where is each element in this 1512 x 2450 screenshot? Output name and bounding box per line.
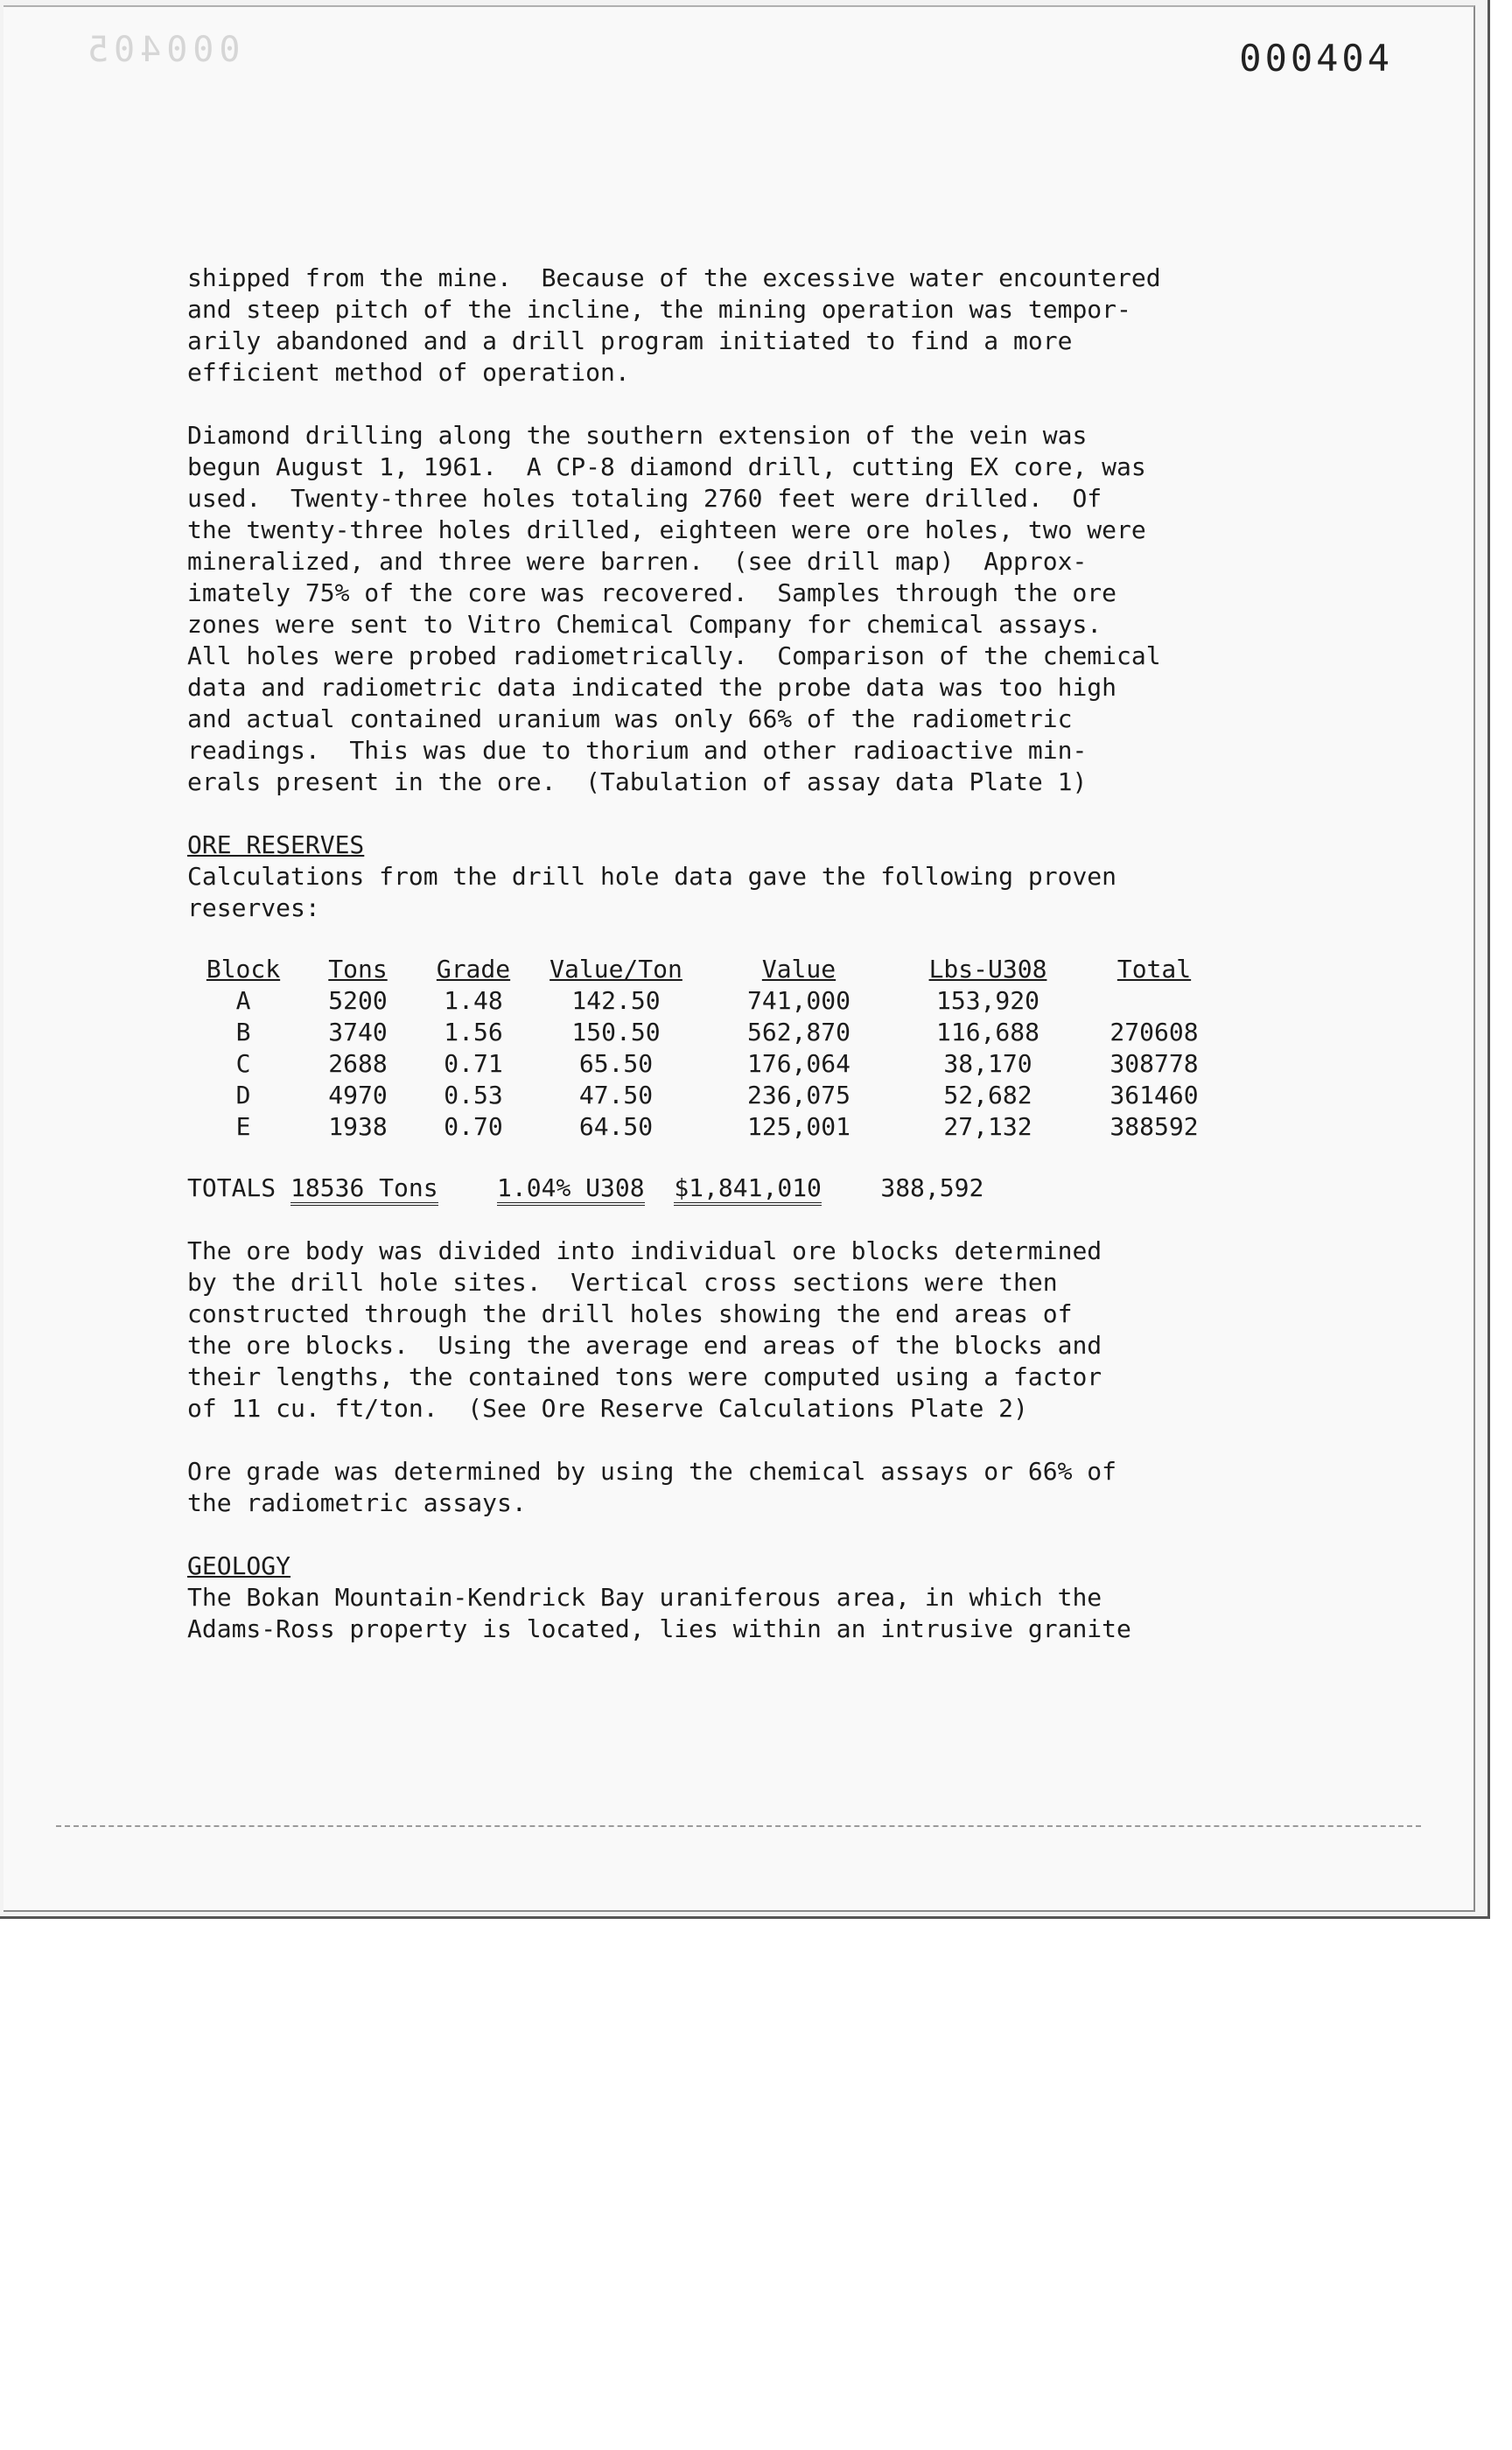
column-header-value: Value	[761, 955, 836, 984]
text-line: begun August 1, 1961. A CP-8 diamond drill, cutting EX core, was	[187, 452, 1146, 481]
cell-tons: 1938	[328, 1112, 388, 1141]
page-number: 000404	[1239, 37, 1393, 80]
cell-value: 176,064	[746, 1049, 850, 1078]
text-line: the radiometric assays.	[187, 1488, 527, 1517]
cell-grade: 0.53	[444, 1081, 503, 1110]
table-row	[187, 1111, 1228, 1143]
text-line: Ore grade was determined by using the chemical assays or 66% of	[187, 1457, 1117, 1486]
geology-section	[187, 1550, 1316, 1645]
paragraph-shipping	[187, 262, 1316, 388]
text-line: and steep pitch of the incline, the mining operation was tempor-	[187, 295, 1131, 324]
text-line: efficient method of operation.	[187, 358, 630, 387]
totals-label: TOTALS	[187, 1173, 276, 1202]
totals-line	[187, 1172, 1316, 1204]
cell-block: E	[235, 1112, 251, 1141]
cell-lbs: 52,682	[943, 1081, 1032, 1110]
text-line: by the drill hole sites. Vertical cross sections were then	[187, 1268, 1058, 1297]
cell-value-per-ton: 64.50	[578, 1112, 654, 1141]
text-line: used. Twenty-three holes totaling 2760 feet were drilled. Of	[187, 484, 1102, 513]
ore-reserves-section	[187, 830, 1316, 1204]
cell-value: 562,870	[746, 1018, 850, 1046]
cell-block: A	[235, 986, 251, 1015]
text-line: and actual contained uranium was only 66% of the radiometric	[187, 704, 1073, 733]
column-header-block: Block	[206, 955, 281, 984]
document-page	[4, 5, 1475, 1912]
text-line: constructed through the drill holes showing the end areas of	[187, 1299, 1073, 1328]
section-heading-ore-reserves: ORE RESERVES	[187, 830, 365, 859]
cell-total: 388592	[1110, 1112, 1199, 1141]
bleed-through-number: 000405	[82, 30, 241, 70]
cell-lbs: 27,132	[943, 1112, 1032, 1141]
cell-total: 308778	[1110, 1049, 1199, 1078]
reserves-table	[187, 954, 1228, 1143]
cell-value-per-ton: 150.50	[571, 1018, 661, 1046]
paragraph-ore-body	[187, 1236, 1316, 1424]
column-header-value-per-ton: Value/Ton	[550, 955, 682, 984]
cell-total: 361460	[1110, 1081, 1199, 1110]
column-header-tons: Tons	[328, 955, 388, 984]
paragraph-drilling	[187, 420, 1316, 798]
section-heading-geology: GEOLOGY	[187, 1551, 291, 1580]
cell-total	[1080, 985, 1228, 1017]
text-line: zones were sent to Vitro Chemical Company for chemical assays.	[187, 610, 1102, 639]
text-line: arily abandoned and a drill program initiated to find a more	[187, 326, 1073, 355]
totals-lbs: 388,592	[880, 1173, 984, 1202]
text-line: Diamond drilling along the southern extension of the vein was	[187, 421, 1088, 450]
text-line: erals present in the ore. (Tabulation of assay data Plate 1)	[187, 767, 1088, 796]
cell-grade: 0.70	[444, 1112, 503, 1141]
text-line: Calculations from the drill hole data gave the following proven	[187, 862, 1117, 891]
totals-grade: 1.04% U308	[497, 1173, 645, 1206]
text-line: reserves:	[187, 893, 320, 922]
totals-value: $1,841,010	[674, 1173, 822, 1206]
cell-value: 236,075	[746, 1081, 850, 1110]
table-row	[187, 1080, 1228, 1111]
cell-lbs: 153,920	[935, 986, 1040, 1015]
cell-grade: 1.56	[444, 1018, 503, 1046]
text-line: data and radiometric data indicated the probe data was too high	[187, 673, 1117, 702]
cell-value: 741,000	[746, 986, 850, 1015]
text-line: their lengths, the contained tons were computed using a factor	[187, 1362, 1102, 1391]
cell-tons: 5200	[328, 986, 388, 1015]
cell-block: D	[235, 1081, 251, 1110]
text-line: the twenty-three holes drilled, eighteen were ore holes, two were	[187, 515, 1146, 544]
table-header-row	[187, 954, 1228, 985]
cell-value-per-ton: 47.50	[578, 1081, 654, 1110]
text-line: All holes were probed radiometrically. Comparison of the chemical	[187, 641, 1161, 670]
cell-grade: 0.71	[444, 1049, 503, 1078]
totals-tons: 18536 Tons	[290, 1173, 438, 1206]
table-row	[187, 985, 1228, 1017]
text-line: the ore blocks. Using the average end areas of the blocks and	[187, 1331, 1102, 1360]
cell-block: B	[235, 1018, 251, 1046]
text-line: readings. This was due to thorium and other radioactive min-	[187, 736, 1088, 765]
cell-lbs: 116,688	[935, 1018, 1040, 1046]
table-row	[187, 1017, 1228, 1048]
text-line: shipped from the mine. Because of the excessive water encountered	[187, 263, 1161, 292]
document-body	[187, 262, 1316, 1645]
paragraph-ore-grade	[187, 1456, 1316, 1519]
cell-grade: 1.48	[444, 986, 503, 1015]
cell-value: 125,001	[746, 1112, 850, 1141]
column-header-lbs-u308: Lbs-U308	[928, 955, 1047, 984]
cell-tons: 4970	[328, 1081, 388, 1110]
cell-value-per-ton: 65.50	[578, 1049, 654, 1078]
cell-lbs: 38,170	[943, 1049, 1032, 1078]
cell-tons: 2688	[328, 1049, 388, 1078]
column-header-grade: Grade	[436, 955, 511, 984]
cell-value-per-ton: 142.50	[571, 986, 661, 1015]
column-header-total: Total	[1116, 955, 1192, 984]
text-line: of 11 cu. ft/ton. (See Ore Reserve Calculations Plate 2)	[187, 1394, 1028, 1423]
text-line: The ore body was divided into individual ore blocks determined	[187, 1236, 1102, 1265]
text-line: Adams-Ross property is located, lies within an intrusive granite	[187, 1614, 1131, 1643]
cell-block: C	[235, 1049, 251, 1078]
text-line: The Bokan Mountain-Kendrick Bay uraniferous area, in which the	[187, 1583, 1102, 1612]
text-line: mineralized, and three were barren. (see drill map) Approx-	[187, 547, 1088, 576]
cell-total: 270608	[1110, 1018, 1199, 1046]
footer-rule	[56, 1825, 1421, 1827]
table-row	[187, 1048, 1228, 1080]
cell-tons: 3740	[328, 1018, 388, 1046]
text-line: imately 75% of the core was recovered. Samples through the ore	[187, 578, 1117, 607]
